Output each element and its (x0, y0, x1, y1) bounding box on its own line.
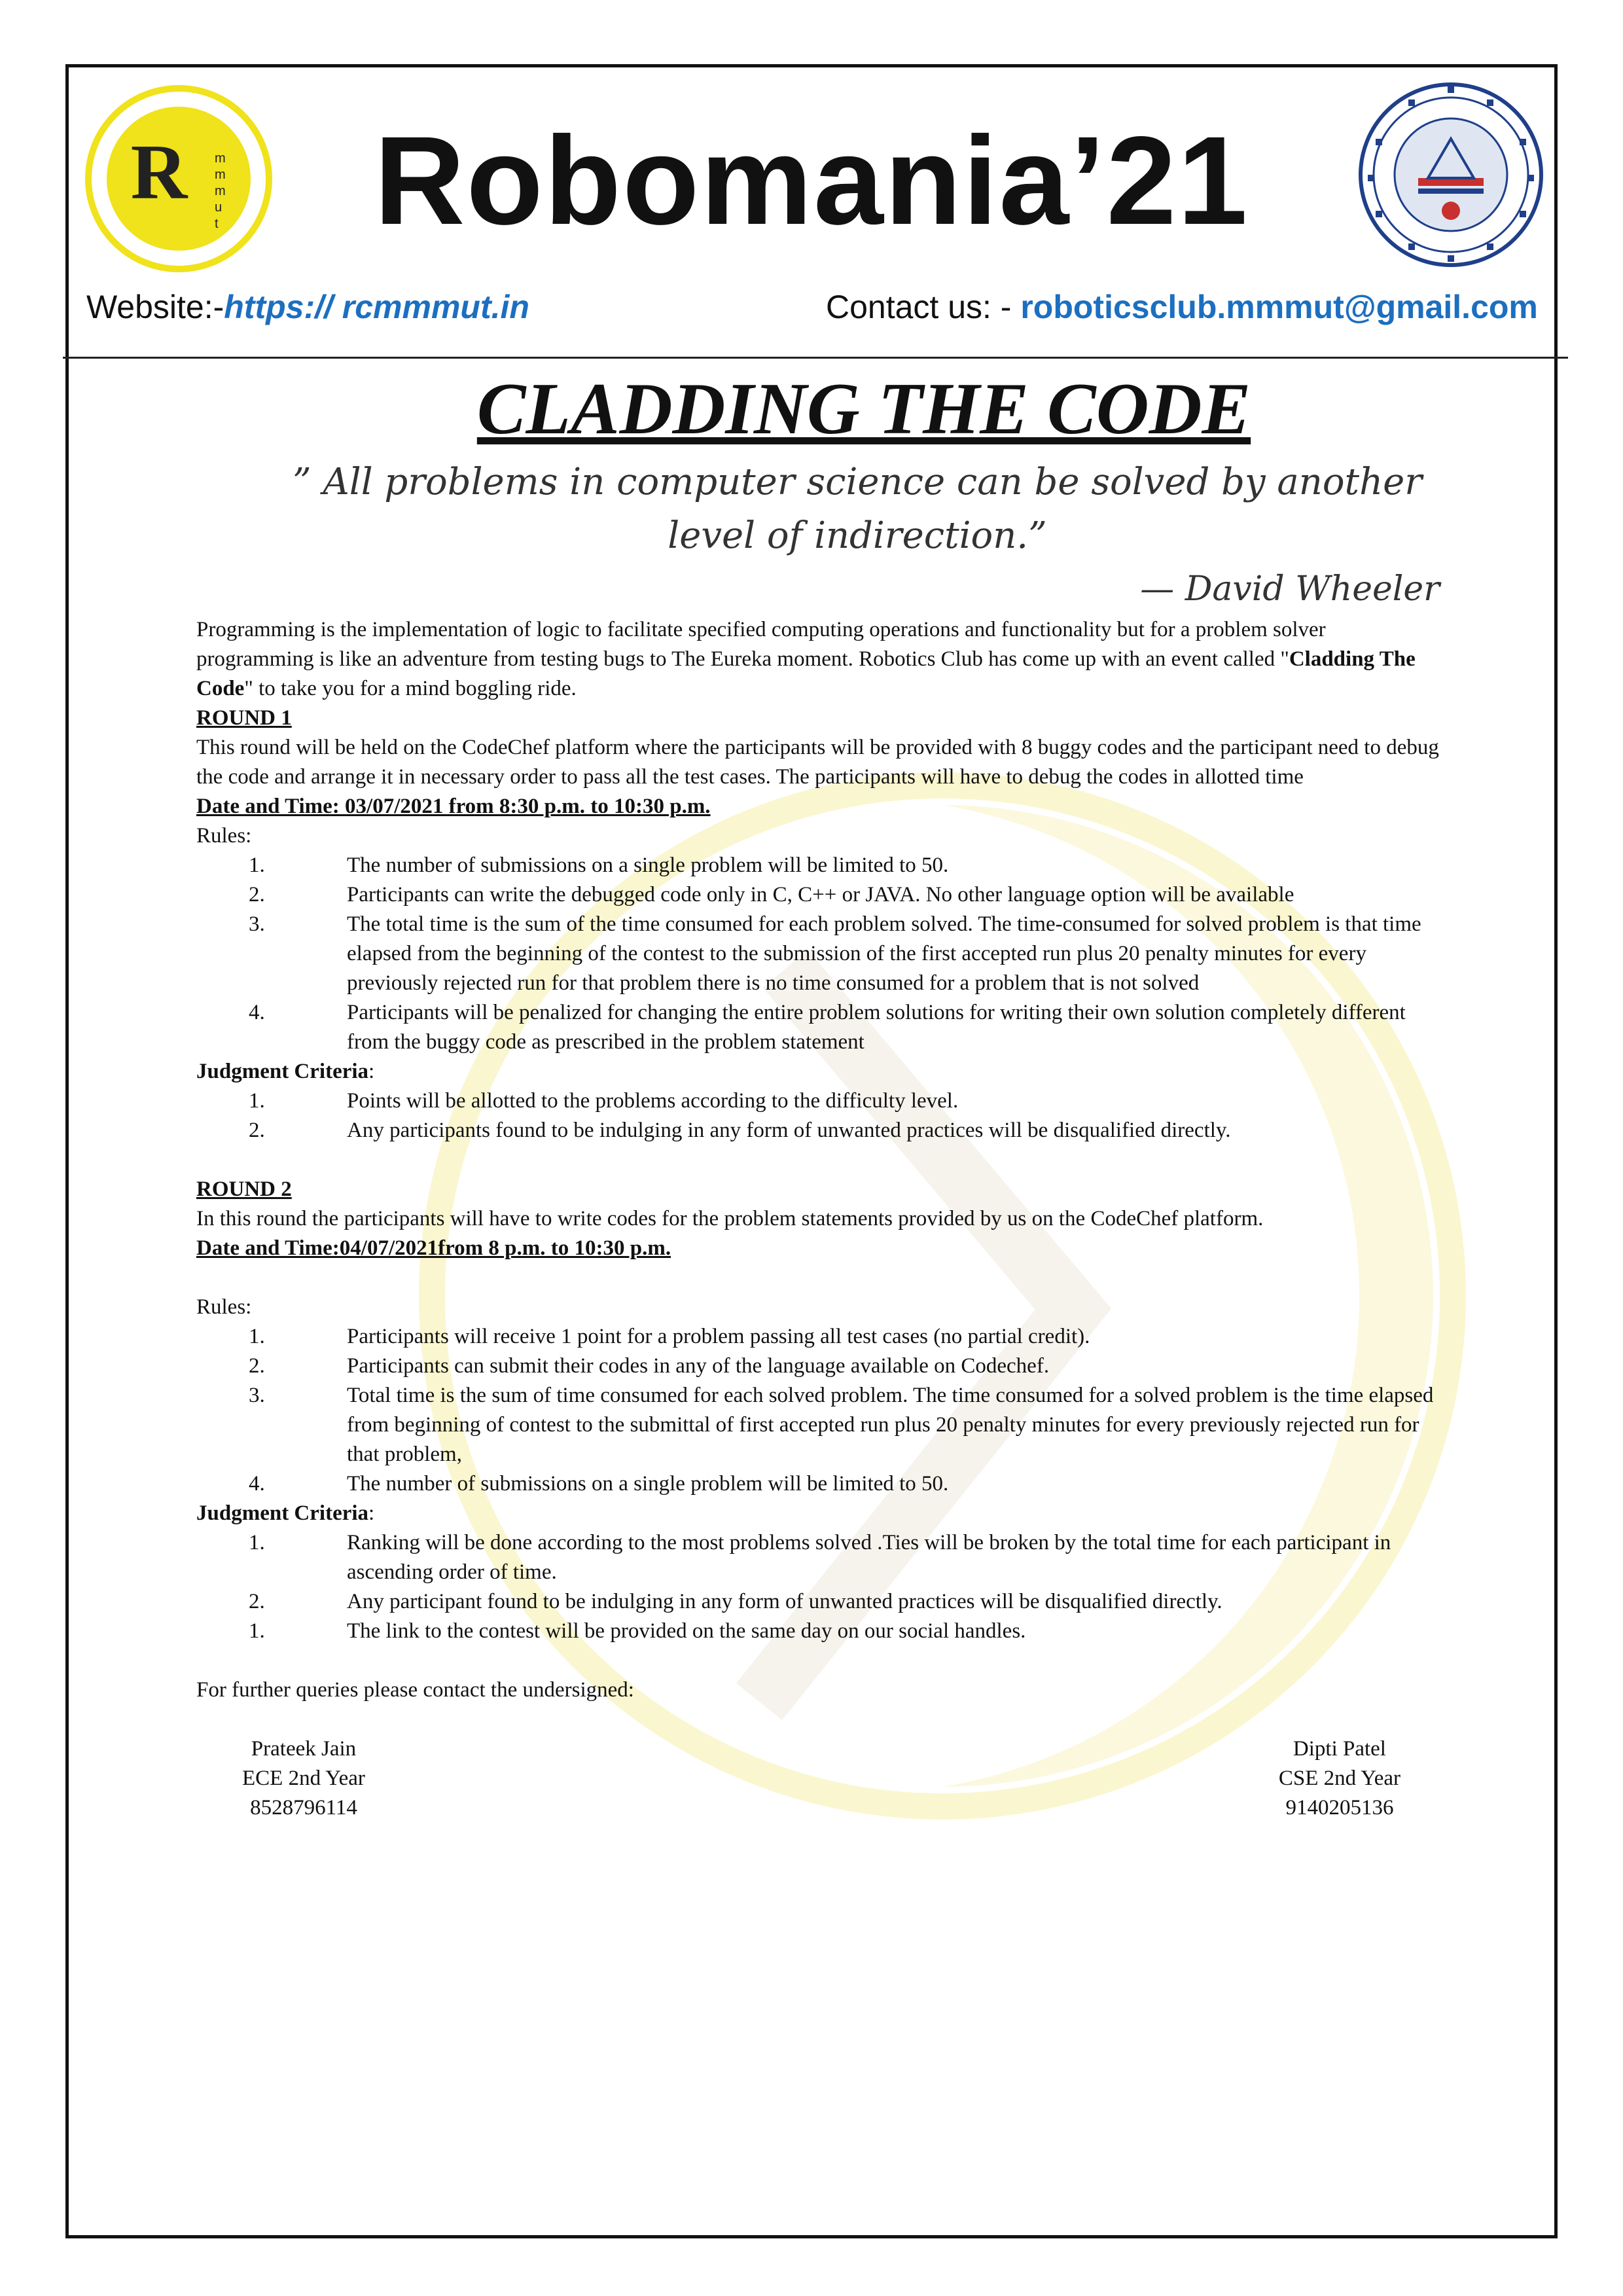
quote-author: — David Wheeler (1140, 569, 1440, 609)
list-item: 2. Participants can write the debugged code only in C, C++ or JAVA. No other language option will be available (249, 883, 1294, 906)
list-item: 1. Participants will receive 1 point for a problem passing all test cases (no partial credit). (249, 1325, 1090, 1348)
round1-heading: ROUND 1 (196, 706, 292, 730)
round2-datetime: Date and Time:04/07/2021from 8 p.m. to 10:30 p.m. (196, 1236, 671, 1260)
svg-text:R: R (130, 128, 188, 215)
contact-note: For further queries please contact the undersigned: (196, 1678, 634, 1702)
list-item: 2. Any participants found to be indulging in any form of unwanted practices will be disqualified directly. (249, 1119, 1231, 1142)
intro-paragraph: Programming is the implementation of logic to facilitate specified computing operations and functionality but for a problem solver programming is like an adventure from testing bugs to The Eureka moment. Robotics Club has come up with an event called "Cladding The Code" to take you for a mind boggling ride. (196, 618, 1416, 700)
list-item: 3. Total time is the sum of time consumed for each solved problem. The time consumed for a solved problem is the time elapsed from beginning of contest to the submittal of first accepted run plus 20 penalty minutes for every previously rejected run for that problem, (249, 1384, 1434, 1466)
svg-text:m: m (215, 184, 226, 198)
round2-rules (196, 1322, 1440, 1499)
contact-signatures (196, 1734, 1440, 1823)
round1-criteria (196, 1086, 1440, 1145)
website-link[interactable]: https:// rcmmmut.in (224, 289, 529, 325)
list-item: 1. Ranking will be done according to the most problems solved .Ties will be broken by the total time for each participant in ascending order of time. (249, 1531, 1391, 1584)
round1-rules-label: Rules: (196, 824, 252, 848)
list-item: 1. The number of submissions on a single problem will be limited to 50. (249, 853, 949, 877)
contact-label: Contact us: - (826, 289, 1021, 325)
list-item: 2. Participants can submit their codes in any of the language available on Codechef. (249, 1354, 1050, 1378)
website-line (86, 288, 529, 326)
list-item: 1. Points will be allotted to the problems according to the difficulty level. (249, 1089, 959, 1113)
contact-year: ECE 2nd Year (242, 1767, 365, 1790)
contact-person-2 (1279, 1734, 1400, 1823)
contact-email-link[interactable]: roboticsclub.mmmut@gmail.com (1020, 289, 1538, 325)
round2-criteria (196, 1528, 1440, 1646)
round1-datetime: Date and Time: 03/07/2021 from 8:30 p.m. to 10:30 p.m. (196, 795, 711, 818)
contact-year: CSE 2nd Year (1278, 1767, 1400, 1790)
website-label: Website:- (86, 289, 224, 325)
list-item: 2. Any participant found to be indulging in any form of unwanted practices will be disqualified directly. (249, 1590, 1222, 1613)
list-item: 1. The link to the contest will be provided on the same day on our social handles. (249, 1619, 1026, 1643)
round2-description: In this round the participants will have to write codes for the problem statements provided by us on the CodeChef platform. (196, 1207, 1264, 1230)
round1-rules (196, 851, 1440, 1057)
contact-name: Prateek Jain (251, 1737, 357, 1761)
event-title: CLADDING THE CODE (476, 368, 1251, 450)
svg-text:u: u (215, 200, 223, 215)
contact-person-1 (242, 1734, 365, 1823)
list-item: 3. The total time is the sum of the time consumed for each problem solved. The time-consumed for solved problem is that time elapsed from the beginning of the contest to the submission of the first accepted run plus 20 penalty minutes for every previously rejected run for that problem there is no time consumed for a problem that is not solved (249, 912, 1421, 995)
round1-description: This round will be held on the CodeChef platform where the participants will be provided with 8 buggy codes and the participant need to debug the code and arrange it in necessary order to pass all the test cases. The participants will have to debug the codes in allotted time (196, 736, 1439, 789)
contact-phone: 9140205136 (1285, 1796, 1394, 1820)
header-divider (63, 357, 1568, 359)
round2-criteria-label: Judgment Criteria: (196, 1501, 375, 1525)
list-item: 4. The number of submissions on a single problem will be limited to 50. (249, 1472, 949, 1496)
document-body (196, 360, 1440, 1823)
round2-heading: ROUND 2 (196, 1177, 292, 1201)
contact-phone: 8528796114 (250, 1796, 357, 1820)
contact-line (826, 288, 1538, 326)
svg-text:t: t (215, 217, 219, 231)
svg-text:m: m (215, 168, 226, 182)
round1-criteria-label: Judgment Criteria: (196, 1060, 375, 1083)
quote-text: ” All problems in computer science can be solved by another level of indirection.” (292, 461, 1423, 557)
svg-text:m: m (215, 151, 226, 166)
contact-name: Dipti Patel (1293, 1737, 1386, 1761)
round2-rules-label: Rules: (196, 1295, 252, 1319)
list-item: 4. Participants will be penalized for changing the entire problem solutions for writing their own solution completely different from the buggy code as prescribed in the problem statement (249, 1001, 1406, 1054)
page-title: Robomania’21 (374, 110, 1249, 251)
